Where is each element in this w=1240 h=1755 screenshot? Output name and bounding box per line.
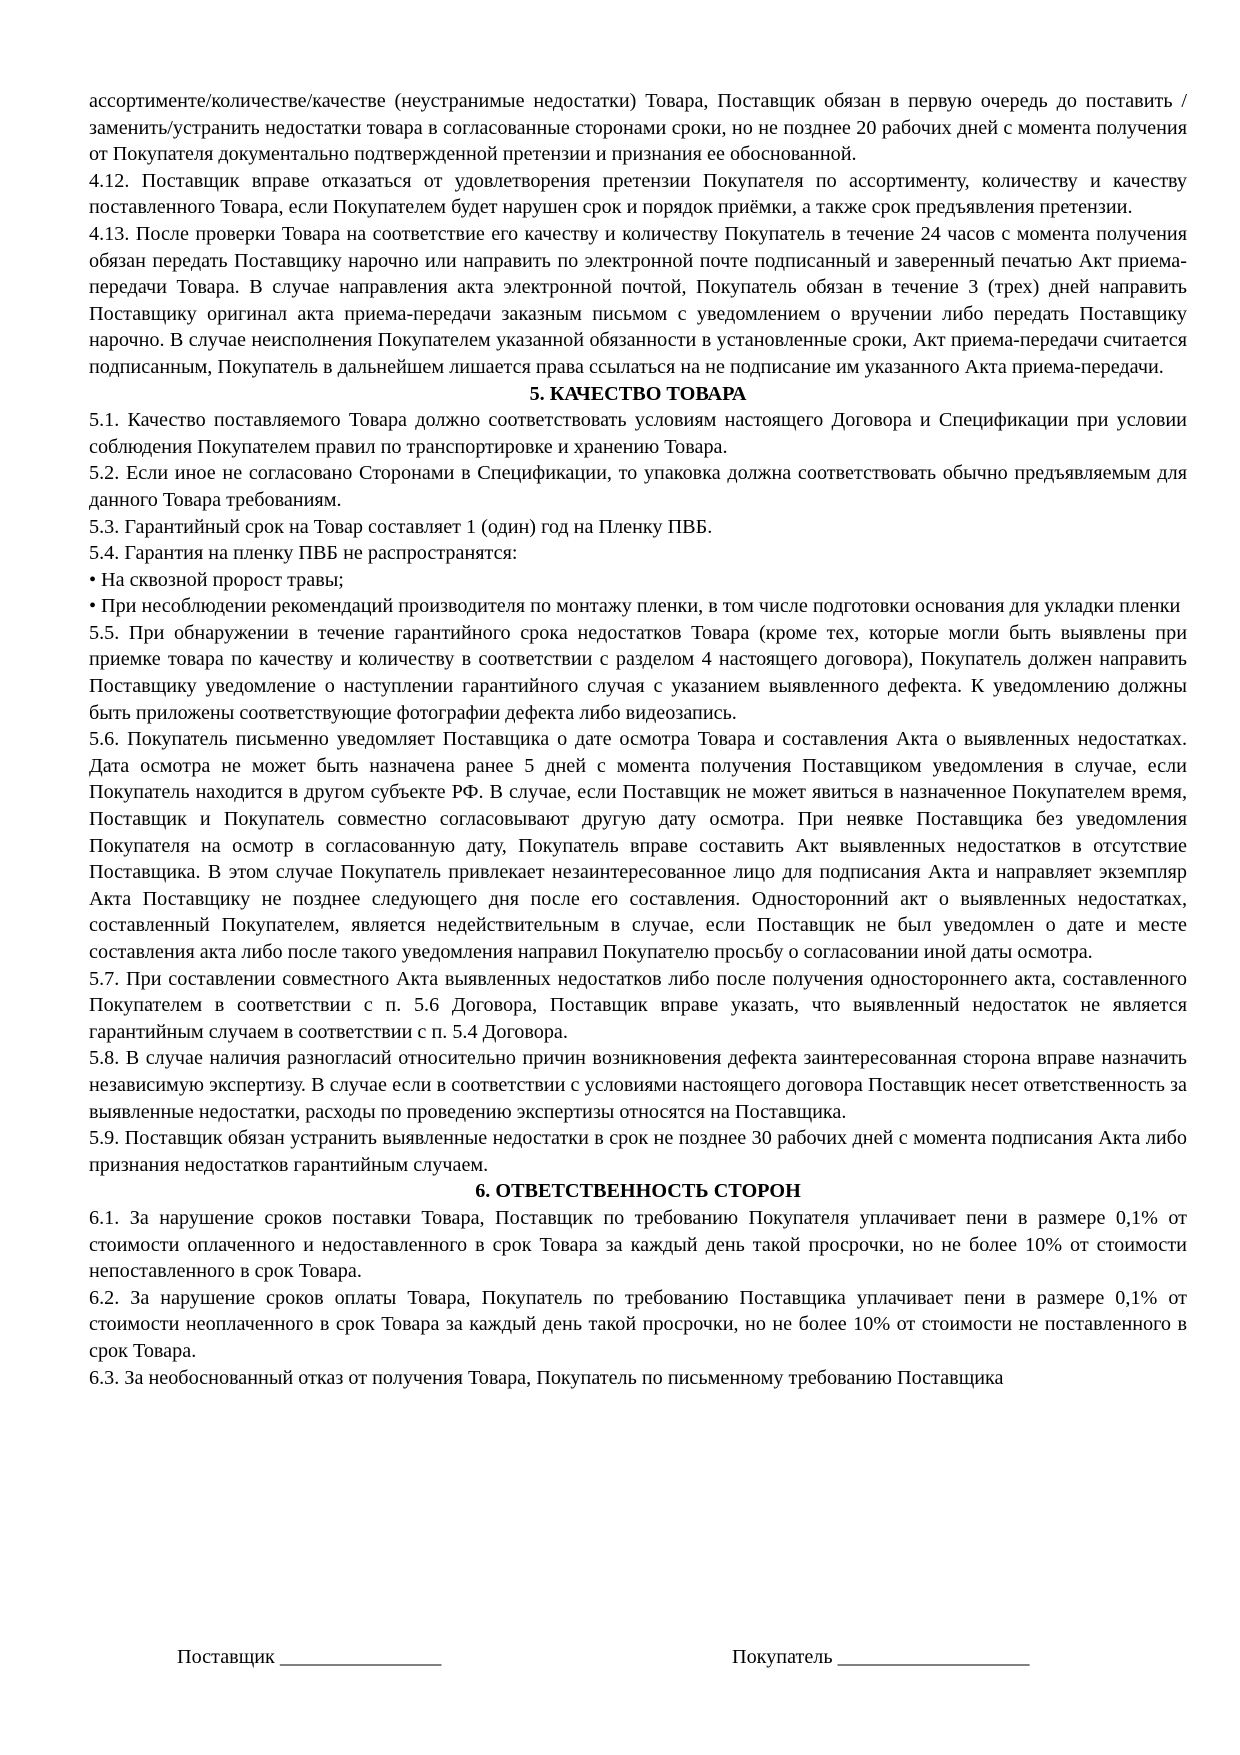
bullet-icon: • (89, 568, 97, 591)
paragraph-continuation: ассортименте/количестве/качестве (неустранимые недостатки) Товара, Поставщик обязан в первую очередь до поставить /заменить/устранить недостатки товара в согласованные сторонами сроки, но не позднее 20 рабочих дней с момента получения от Покупателя документально подтвержденной претензии и признания ее обоснованной. (89, 90, 1187, 166)
clause-5-1: 5.1. Качество поставляемого Товара должно соответствовать условиям настоящего Договора и Спецификации при условии соблюдения Покупателем правил по транспортировке и хранению Товара. (89, 409, 1187, 458)
section-heading-liability: 6. ОТВЕТСТВЕННОСТЬ СТОРОН (475, 1180, 801, 1203)
clause-6-2: 6.2. За нарушение сроков оплаты Товара, Покупатель по требованию Поставщика уплачивает пени в размере 0,1% от стоимости неоплаченного в срок Товара за каждый день такой просрочки, но не более 10% от стоимости не поставленного в срок Товара. (89, 1286, 1187, 1362)
bullet-text: При несоблюдении рекомендаций производителя по монтажу пленки, в том числе подготовки основания для укладки пленки (101, 595, 1181, 618)
clause-5-7: 5.7. При составлении совместного Акта выявленных недостатков либо после получения одностороннего акта, составленного Покупателем в соответствии с п. 5.6 Договора, Поставщик вправе указать, что выявленный недостаток не является гарантийным случаем в соответствии с п. 5.4 Договора. (89, 967, 1187, 1043)
bullet-item (89, 567, 1187, 594)
section-heading-quality: 5. КАЧЕСТВО ТОВАРА (529, 382, 747, 405)
supplier-signature-line: Поставщик ________________ (177, 1646, 442, 1668)
clause-4-12: 4.12. Поставщик вправе отказаться от удовлетворения претензии Покупателя по ассортименту, количеству и качеству поставленного Товара, если Покупателем будет нарушен срок и порядок приёмки, а также срок предъявления претензии. (89, 169, 1187, 219)
buyer-signature-line: Покупатель ___________________ (732, 1646, 1030, 1668)
clause-5-9: 5.9. Поставщик обязан устранить выявленные недостатки в срок не позднее 30 рабочих дней с момента подписания Акта либо признания недостатков гарантийным случаем. (89, 1127, 1187, 1176)
clause-5-3: 5.3. Гарантийный срок на Товар составляет 1 (один) год на Пленку ПВБ. (89, 515, 713, 538)
bullet-icon: • (89, 595, 97, 618)
clause-5-8: 5.8. В случае наличия разногласий относительно причин возникновения дефекта заинтересованная сторона вправе назначить независимую экспертизу. В случае если в соответствии с условиями настоящего договора Поставщик несет ответственность за выявленные недостатки, расходы по проведению экспертизы относятся на Поставщика. (89, 1047, 1187, 1123)
clause-5-4: 5.4. Гарантия на пленку ПВБ не распространятся: (89, 542, 518, 565)
bullet-item (89, 593, 1187, 620)
clause-5-2: 5.2. Если иное не согласовано Сторонами в Спецификации, то упаковка должна соответствовать обычно предъявляемым для данного Товара требованиям. (89, 462, 1187, 511)
clause-4-13: 4.13. После проверки Товара на соответствие его качеству и количеству Покупатель в течение 24 часов с момента получения обязан передать Поставщику нарочно или направить по электронной почте подписанный и заверенный печатью Акт приема-передачи Товара. В случае направления акта электронной почтой, Покупатель обязан в течение 3 (трех) дней направить Поставщику оригинал акта приема-передачи заказным письмом с уведомлением о вручении либо передать Поставщику нарочно. В случае неисполнения Покупателем указанной обязанности в установленные сроки, Акт приема-передачи считается подписанным, Покупатель в дальнейшем лишается права ссылаться на не подписание им указанного Акта приема-передачи. (89, 222, 1187, 378)
clause-5-5: 5.5. При обнаружении в течение гарантийного срока недостатков Товара (кроме тех, которые могли быть выявлены при приемке товара по качеству и количеству в соответствии с разделом 4 настоящего договора), Покупатель должен направить Поставщику уведомление о наступлении гарантийного случая с указанием выявленного дефекта. К уведомлению должны быть приложены соответствующие фотографии дефекта либо видеозапись. (89, 621, 1187, 724)
clause-6-3: 6.3. За необоснованный отказ от получения Товара, Покупатель по письменному требованию Поставщика (89, 1366, 1004, 1389)
clause-5-6: 5.6. Покупатель письменно уведомляет Поставщика о дате осмотра Товара и составления Акта о выявленных недостатках. Дата осмотра не может быть назначена ранее 5 дней с момента получения Поставщиком уведомления в случае, если Покупатель находится в другом субъекте РФ. В случае, если Поставщик не может явиться в назначенное Покупателем время, Поставщик и Покупатель совместно согласовывают другую дату осмотра. При неявке Поставщика без уведомления Покупателя на осмотр в согласованную дату, Покупатель вправе составить Акт выявленных недостатков в отсутствие Поставщика. В этом случае Покупатель привлекает незаинтересованное лицо для подписания Акта и направляет экземпляр Акта Поставщику не позднее следующего дня после его составления. Односторонний акт о выявленных недостатках, составленный Покупателем, является недействительным в случае, если Поставщик не был уведомлен о дате и месте составления акта либо после такого уведомления направил Покупателю просьбу о согласовании иной даты осмотра. (89, 728, 1187, 963)
clause-6-1: 6.1. За нарушение сроков поставки Товара, Поставщик по требованию Покупателя уплачивает пени в размере 0,1% от стоимости оплаченного и недоставленного в срок Товара за каждый день такой просрочки, но не более 10% от стоимости непоставленного в срок Товара. (89, 1206, 1187, 1283)
bullet-text: На сквозной пророст травы; (101, 568, 344, 591)
document-body (89, 88, 1187, 1391)
